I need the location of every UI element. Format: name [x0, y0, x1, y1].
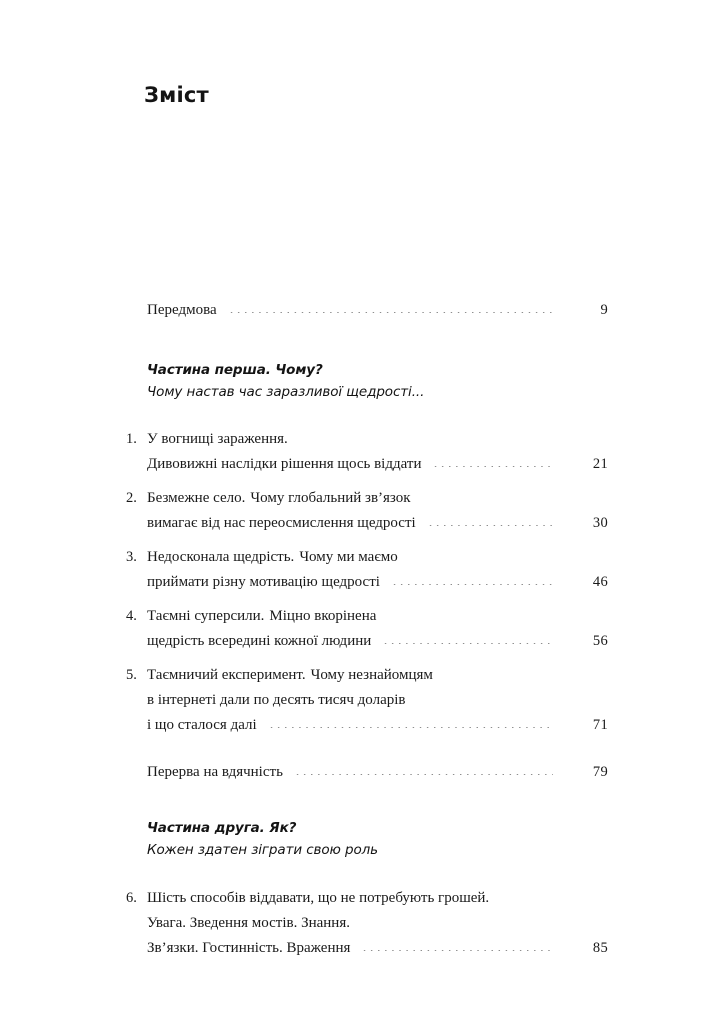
- toc-entry-title: Передмова: [147, 302, 217, 318]
- toc-entry-body: [147, 298, 608, 323]
- part-heading-one: [126, 359, 608, 403]
- toc-entry-body: [147, 760, 608, 785]
- toc-entry-subtitle: щедрість всередині кожної людини: [147, 633, 372, 649]
- toc-page-number: 79: [592, 764, 608, 780]
- toc-entry-line: [147, 911, 608, 936]
- spacer: [126, 654, 608, 663]
- toc-entry-line: [147, 427, 608, 452]
- toc-entry-chapter-2[interactable]: [126, 486, 608, 536]
- toc-entry-line: [147, 452, 608, 477]
- toc-entry-subtitle: Чому ми маємо: [299, 549, 398, 565]
- spacer: [126, 595, 608, 604]
- toc-page-number: 85: [592, 940, 608, 956]
- spacer: [126, 861, 608, 886]
- table-of-contents: [126, 298, 608, 961]
- spacer: [126, 536, 608, 545]
- toc-entry-body: [147, 427, 608, 477]
- toc-entry-line: [147, 886, 608, 911]
- dot-leader: [427, 525, 553, 526]
- part-title: Частина друга. Як?: [147, 820, 297, 836]
- dot-leader: [268, 727, 553, 728]
- toc-entry-title: Таємничий експеримент.: [147, 667, 306, 683]
- toc-page-number: 30: [592, 515, 608, 531]
- toc-entry-body: [147, 663, 608, 738]
- dot-leader: [294, 774, 553, 775]
- spacer: [126, 738, 608, 760]
- toc-entry-number: 3.: [126, 549, 137, 565]
- part-subtitle: Чому настав час заразливої щедрості...: [147, 384, 425, 400]
- part-heading-two: [126, 817, 608, 861]
- dot-leader: [228, 312, 553, 313]
- toc-entry-title: Таємні суперсили.: [147, 608, 265, 624]
- toc-entry-subtitle: Зв’язки. Гостинність. Враження: [147, 940, 351, 956]
- toc-entry-number: 6.: [126, 890, 137, 906]
- toc-entry-subtitle: вимагає від нас переосмислення щедрості: [147, 515, 416, 531]
- toc-entry-number: 2.: [126, 490, 137, 506]
- toc-entry-title: Перерва на вдячність: [147, 764, 283, 780]
- toc-page-number: 46: [592, 574, 608, 590]
- toc-entry-line: [147, 713, 608, 738]
- spacer: [126, 477, 608, 486]
- toc-entry-chapter-5[interactable]: [126, 663, 608, 738]
- toc-entry-line: [147, 688, 608, 713]
- toc-entry-subtitle: Чому глобальний зв’язок: [250, 490, 411, 506]
- dot-leader: [432, 466, 553, 467]
- toc-entry-title: У вогнищі зараження.: [147, 431, 288, 447]
- toc-entry-chapter-6[interactable]: [126, 886, 608, 961]
- page-title: Зміст: [144, 83, 209, 107]
- spacer: [126, 785, 608, 817]
- toc-entry-number: 5.: [126, 667, 137, 683]
- toc-entry-title: Безмежне село.: [147, 490, 246, 506]
- dot-leader: [391, 584, 553, 585]
- toc-entry-line: [147, 629, 608, 654]
- dot-leader: [361, 950, 553, 951]
- toc-entry-preface[interactable]: [126, 298, 608, 323]
- toc-entry-subtitle: і що сталося далі: [147, 717, 257, 733]
- toc-entry-title: Шість способів віддавати, що не потребують грошей.: [147, 890, 490, 906]
- toc-entry-line: [147, 760, 608, 785]
- part-title: Частина перша. Чому?: [147, 362, 323, 378]
- toc-entry-line: [147, 545, 608, 570]
- toc-page-number: 56: [592, 633, 608, 649]
- toc-entry-body: [147, 886, 608, 961]
- toc-entry-body: [147, 486, 608, 536]
- toc-page-number: 9: [600, 302, 608, 318]
- toc-entry-number: 1.: [126, 431, 137, 447]
- toc-entry-line: [147, 663, 608, 688]
- spacer: [126, 403, 608, 427]
- toc-entry-body: [147, 545, 608, 595]
- part-subtitle: Кожен здатен зіграти свою роль: [147, 842, 379, 858]
- toc-entry-line: [147, 511, 608, 536]
- toc-entry-subtitle: приймати різну мотивацію щедрості: [147, 574, 380, 590]
- toc-entry-chapter-3[interactable]: [126, 545, 608, 595]
- toc-entry-subtitle: в інтернеті дали по десять тисяч доларів: [147, 692, 406, 708]
- toc-entry-chapter-4[interactable]: [126, 604, 608, 654]
- toc-page-number: 71: [592, 717, 608, 733]
- toc-entry-line: [147, 298, 608, 323]
- toc-entry-line: [147, 936, 608, 961]
- toc-entry-subtitle: Міцно вкорінена: [269, 608, 377, 624]
- toc-entry-line: [147, 486, 608, 511]
- toc-entry-subtitle: Дивовижні наслідки рішення щось віддати: [147, 456, 422, 472]
- toc-page-number: 21: [592, 456, 608, 472]
- toc-entry-body: [147, 604, 608, 654]
- toc-entry-chapter-1[interactable]: [126, 427, 608, 477]
- toc-entry-line: [147, 570, 608, 595]
- toc-entry-subtitle: Увага. Зведення мостів. Знання.: [147, 915, 350, 931]
- spacer: [126, 323, 608, 359]
- toc-entry-number: 4.: [126, 608, 137, 624]
- toc-entry-line: [147, 604, 608, 629]
- toc-entry-interlude[interactable]: [126, 760, 608, 785]
- toc-entry-subtitle: Чому незнайомцям: [310, 667, 433, 683]
- dot-leader: [382, 643, 553, 644]
- toc-entry-title: Недосконала щедрість.: [147, 549, 295, 565]
